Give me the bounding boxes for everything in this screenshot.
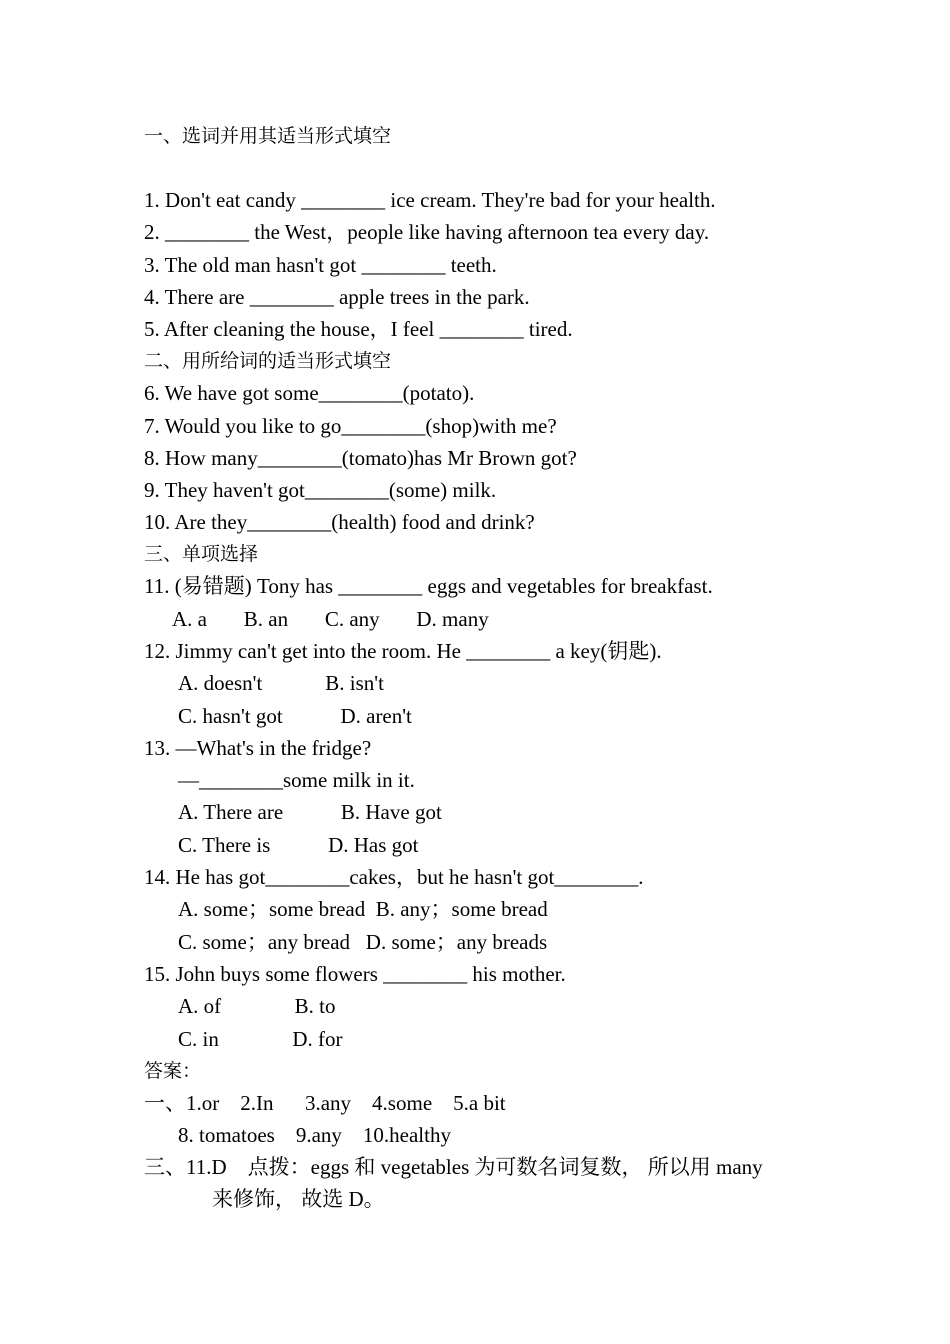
question-3: 3. The old man hasn't got ________ teeth. xyxy=(144,253,497,277)
question-5: 5. After cleaning the house，I feel ________ tired. xyxy=(144,317,573,341)
question-15: 15. John buys some flowers ________ his mother. xyxy=(144,962,566,986)
question-12-options-1: A. doesn't B. isn't xyxy=(178,671,384,695)
question-15-options-2: C. in D. for xyxy=(178,1027,343,1051)
question-9: 9. They haven't got________(some) milk. xyxy=(144,478,497,502)
question-13-options-1: A. There are B. Have got xyxy=(178,800,442,824)
question-14-options-1: A. some；some bread B. any；some bread xyxy=(178,897,548,921)
question-13-options-2: C. There is D. Has got xyxy=(178,833,419,857)
question-11: 11. (易错题) Tony has ________ eggs and vegetables for breakfast. xyxy=(144,574,713,598)
section-1-heading: 一、选词并用其适当形式填空 xyxy=(144,125,392,147)
question-4: 4. There are ________ apple trees in the park. xyxy=(144,285,530,309)
question-8: 8. How many________(tomato)has Mr Brown got? xyxy=(144,446,577,470)
question-11-options: A. a B. an C. any D. many xyxy=(172,607,489,631)
answers-line-2: 8. tomatoes 9.any 10.healthy xyxy=(178,1123,451,1147)
question-1: 1. Don't eat candy ________ ice cream. They're bad for your health. xyxy=(144,188,716,212)
question-10: 10. Are they________(health) food and drink? xyxy=(144,510,535,534)
question-6: 6. We have got some________(potato). xyxy=(144,381,475,405)
answers-line-3: 三、11.D 点拨：eggs 和 vegetables 为可数名词复数， 所以用 many xyxy=(144,1155,763,1179)
answers-line-4: 来修饰， 故选 D。 xyxy=(212,1187,385,1211)
question-13: 13. —What's in the fridge? xyxy=(144,736,372,760)
question-13-stem-2: —________some milk in it. xyxy=(178,768,415,792)
section-2-heading: 二、用所给词的适当形式填空 xyxy=(144,350,392,372)
question-15-options-1: A. of B. to xyxy=(178,994,336,1018)
question-14-options-2: C. some；any bread D. some；any breads xyxy=(178,930,548,954)
question-14: 14. He has got________cakes，but he hasn't got________. xyxy=(144,865,644,889)
question-2: 2. ________ the West，people like having afternoon tea every day. xyxy=(144,220,710,244)
question-12-options-2: C. hasn't got D. aren't xyxy=(178,704,412,728)
answers-line-1: 一、1.or 2.In 3.any 4.some 5.a bit xyxy=(144,1091,506,1115)
question-12: 12. Jimmy can't get into the room. He ________ a key(钥匙). xyxy=(144,639,662,663)
question-7: 7. Would you like to go________(shop)with me? xyxy=(144,414,557,438)
section-3-heading: 三、单项选择 xyxy=(144,543,259,565)
answers-heading: 答案： xyxy=(144,1060,202,1082)
